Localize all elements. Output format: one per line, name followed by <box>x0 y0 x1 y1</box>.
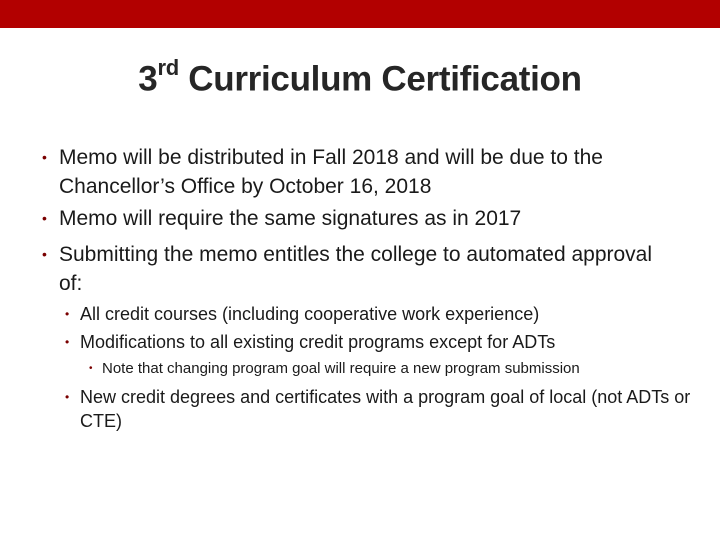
sub-bullet-marker: • <box>65 335 70 349</box>
sub-sub-bullet-item <box>89 359 702 379</box>
sub-bullet-item <box>65 330 700 354</box>
title-ordinal: rd <box>157 55 179 80</box>
sub-bullet-text: Modifications to all existing credit programs except for ADTs <box>80 332 556 352</box>
bullet-marker: • <box>42 149 47 165</box>
bullet-item <box>42 240 659 298</box>
title-number: 3 <box>138 59 158 99</box>
sub-bullet-item <box>65 385 695 433</box>
sub-bullet-text: New credit degrees and certificates with a program goal of local (not ADTs or CTE) <box>80 387 691 431</box>
title-text: Curriculum Certification <box>178 59 582 99</box>
sub-sub-bullet-marker: • <box>89 363 93 374</box>
bullet-text: Submitting the memo entitles the college to automated approval of: <box>59 243 653 295</box>
sub-bullet-text: All credit courses (including cooperative work experience) <box>80 304 540 324</box>
top-accent-bar <box>0 0 720 28</box>
bullet-text: Memo will require the same signatures as in 2017 <box>59 207 522 230</box>
sub-bullet-item <box>65 302 700 326</box>
slide-title <box>0 55 720 100</box>
sub-sub-bullet-text: Note that changing program goal will require a new program submission <box>102 360 580 377</box>
bullet-item <box>42 143 699 201</box>
sub-bullet-marker: • <box>65 390 70 404</box>
sub-bullet-marker: • <box>65 307 70 321</box>
bullet-marker: • <box>42 210 47 226</box>
bullet-marker: • <box>42 246 47 262</box>
bullet-item <box>42 204 699 233</box>
bullet-text: Memo will be distributed in Fall 2018 and will be due to the Chancellor’s Office by October 16, 2018 <box>59 146 603 198</box>
